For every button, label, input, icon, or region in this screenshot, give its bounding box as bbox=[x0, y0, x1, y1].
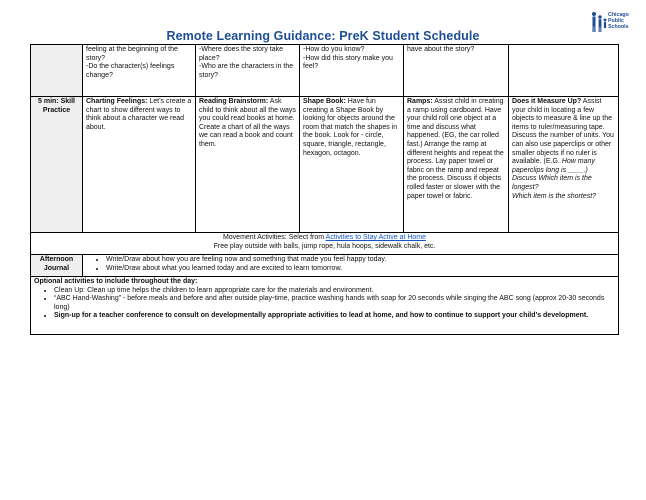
cell-charting-feelings bbox=[83, 97, 196, 233]
cps-logo-figures-icon bbox=[590, 10, 608, 34]
cell-top-col4 bbox=[404, 45, 509, 97]
cell-journal bbox=[83, 255, 619, 277]
cell-does-it-measure-up bbox=[509, 97, 619, 233]
row-label-skill-practice bbox=[31, 97, 83, 233]
logo-line-3: Schools bbox=[608, 24, 629, 30]
list-item: • Sign-up for a teacher conference to consult on developmentally appropriate activities to lead at home, and how to continue to support your child’s development. bbox=[54, 312, 615, 321]
cell-text: -Where does the story take place? bbox=[199, 46, 284, 62]
activity-italic-text: Which item is the shortest? bbox=[512, 192, 597, 200]
list-item: • Write/Draw about how you are feeling now and something that made you feel happy today. bbox=[106, 256, 615, 265]
activity-text: Ask child to think about all the ways you could read books at home. Create a chart of all the ways we can read a book and count them. bbox=[199, 98, 296, 148]
row-label-empty bbox=[31, 45, 83, 97]
optional-list bbox=[34, 287, 615, 321]
logo-line-2: Public bbox=[608, 18, 624, 24]
row-label-text: Afternoon Journal bbox=[39, 256, 74, 272]
logo-line-1: Chicago bbox=[608, 12, 629, 18]
list-item: • Clean Up: Clean up time helps the children to learn appropriate care for the materials and environment. bbox=[54, 287, 615, 296]
activity-text: Let’s create a chart to show different ways to think about a character we read about. bbox=[86, 98, 192, 131]
row-label-text: 5 min: Skill Practice bbox=[38, 98, 75, 114]
activity-italic-text: How many paperclips long is ____.) bbox=[512, 158, 595, 174]
cell-top-col3 bbox=[300, 45, 404, 97]
row-label-afternoon-journal bbox=[31, 255, 83, 277]
movement-line-2: Free play outside with balls, jump rope, hula hoops, sidewalk chalk, etc. bbox=[213, 242, 436, 250]
activity-italic-text: Discuss Which item is the longest? bbox=[512, 175, 592, 191]
table-row-movement bbox=[31, 233, 619, 255]
activity-title: Shape Book: bbox=[303, 98, 346, 105]
activity-text: Have fun creating a Shape Book by looking for objects around the room that match the shapes in the book. Look for - circle, square, triangle, rectangle, hexagon, octagon. bbox=[303, 98, 398, 157]
activity-title: Reading Brainstorm: bbox=[199, 98, 269, 105]
activity-title: Does it Measure Up? bbox=[512, 98, 582, 105]
activity-text: Assist child in creating a ramp using cardboard. Have your child roll one object at a time and discuss what happened. (EG, the car rolled fast.) Arrange the ramp at different heights and repeat the process. Lay paper towel or fabric on the ramp and repeat the process. Discuss if objects rolled faster or slower with the paper towel or fabric. bbox=[407, 98, 504, 200]
cell-reading-brainstorm bbox=[196, 97, 300, 233]
cell-optional-activities bbox=[31, 277, 619, 335]
optional-heading: Optional activities to include throughout the day: bbox=[34, 278, 198, 285]
journal-list bbox=[86, 256, 615, 273]
cell-text: have about the story? bbox=[407, 46, 475, 53]
cell-top-col5 bbox=[509, 45, 619, 97]
schedule-table bbox=[30, 44, 619, 335]
cell-movement bbox=[31, 233, 619, 255]
table-row-optional bbox=[31, 277, 619, 335]
cps-logo bbox=[590, 10, 640, 34]
cell-text: -Who are the characters in the story? bbox=[199, 63, 294, 79]
table-row-skill-practice bbox=[31, 97, 619, 233]
activity-text: Assist your child in locating a few objects to measure & line up the items to ruler/measuring tape. Discuss the number of units. You can also use paperclips or other smaller objects if no ruler is available. (E.G. bbox=[512, 98, 614, 166]
list-item: • Write/Draw about what you learned today and are excited to learn tomorrow. bbox=[106, 265, 615, 274]
list-item: • “ABC Hand-Washing” - before meals and before and after outside play-time, practice washing hands with soap for 20 seconds while singing the ABC song (approx 20-30 seconds long) bbox=[54, 295, 615, 312]
cell-top-col2 bbox=[196, 45, 300, 97]
cell-text: -How did this story make you feel? bbox=[303, 54, 393, 71]
cell-ramps bbox=[404, 97, 509, 233]
cell-shape-book bbox=[300, 97, 404, 233]
cell-text: feeling at the beginning of the story? bbox=[86, 46, 178, 62]
page-title: Remote Learning Guidance: PreK Student Schedule bbox=[166, 29, 480, 43]
cell-text: -How do you know? bbox=[303, 46, 365, 53]
activity-title: Ramps: bbox=[407, 98, 433, 105]
activity-title: Charting Feelings: bbox=[86, 98, 148, 105]
movement-prefix: Movement Activities: Select from bbox=[222, 234, 326, 241]
movement-line-1 bbox=[34, 234, 615, 243]
movement-activities-link[interactable]: Activities to Stay Active at Home bbox=[325, 234, 427, 241]
cps-logo-text bbox=[608, 12, 629, 30]
cell-text: -Do the character(s) feelings change? bbox=[86, 63, 175, 79]
cell-top-col1 bbox=[83, 45, 196, 97]
table-row-top bbox=[31, 45, 619, 97]
table-row-journal bbox=[31, 255, 619, 277]
